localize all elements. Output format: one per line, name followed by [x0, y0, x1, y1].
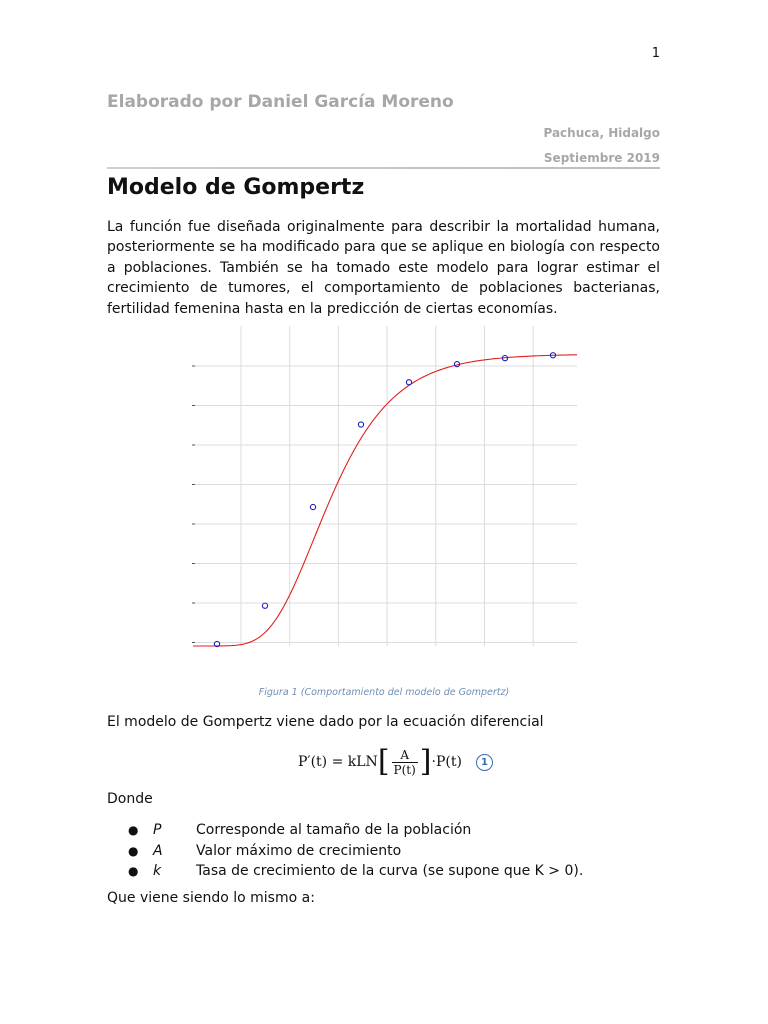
definition-symbol: P [153, 822, 162, 839]
left-bracket: [ [377, 744, 390, 779]
definition-text: Tasa de crecimiento de la curva (se supone que K > 0). [196, 863, 584, 880]
equation-rhs: ·P(t) [431, 754, 462, 770]
bullet-icon: ● [128, 843, 139, 858]
equation-intro: El modelo de Gompertz viene dado por la ecuación diferencial [107, 714, 544, 730]
equation-number-badge: 1 [476, 754, 493, 771]
data-point [262, 603, 267, 608]
bullet-icon: ● [128, 823, 139, 838]
date-line: Septiembre 2019 [543, 151, 660, 165]
data-point [358, 422, 363, 427]
gompertz-chart [190, 326, 580, 656]
definition-item [128, 820, 583, 841]
header-divider [107, 167, 660, 169]
fraction-numerator: A [400, 747, 409, 762]
gompertz-curve [193, 355, 577, 646]
equation-fraction [392, 748, 418, 777]
author-line: Elaborado por Daniel García Moreno [107, 92, 454, 112]
bullet-icon: ● [128, 864, 139, 879]
place-line: Pachuca, Hidalgo [543, 126, 660, 140]
right-bracket: ] [419, 744, 432, 779]
definition-text: Corresponde al tamaño de la población [196, 822, 472, 839]
closing-line: Que viene siendo lo mismo a: [107, 890, 315, 906]
section-title: Modelo de Gompertz [107, 175, 365, 200]
equation-lhs: P′(t) = kLN [298, 754, 378, 770]
intro-paragraph: La función fue diseñada originalmente para describir la mortalidad humana, posteriormente se ha modificado para que se aplique en biología con respecto a poblaciones. También se ha tomado este modelo para lograr estimar el crecimiento de tumores, el comportamiento de poblaciones bacterianas, fertilidad femenina hasta en la predicción de ciertas economías. [107, 219, 660, 317]
definitions-list [128, 820, 583, 882]
page-number: 1 [651, 46, 660, 61]
definition-item [128, 841, 583, 862]
figure-caption: Figura 1 (Comportamiento del modelo de Gompertz) [258, 687, 510, 698]
definition-item [128, 861, 583, 882]
data-point [406, 380, 411, 385]
gompertz-equation [298, 744, 493, 780]
data-point [310, 504, 315, 509]
fraction-denominator: P(t) [393, 762, 416, 777]
definitions-heading: Donde [107, 791, 153, 807]
definition-symbol: A [153, 842, 163, 859]
definition-text: Valor máximo de crecimiento [196, 842, 402, 859]
definition-symbol: k [153, 863, 162, 880]
